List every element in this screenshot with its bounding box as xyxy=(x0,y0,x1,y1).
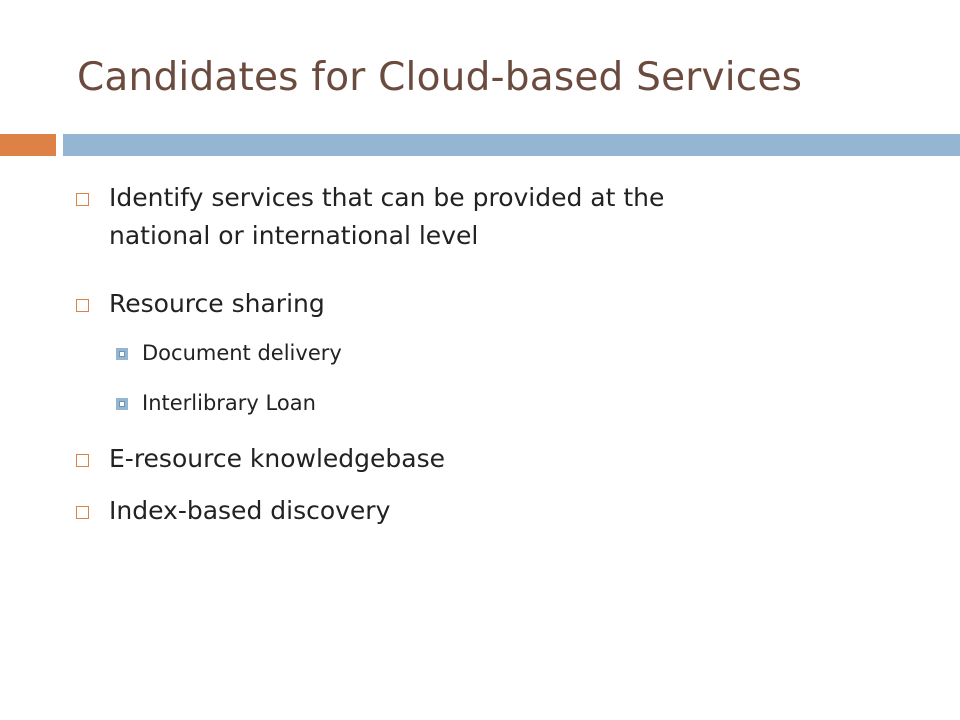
square-bullet-icon xyxy=(76,454,89,467)
bullet-text: Resource sharing xyxy=(109,289,325,318)
bullet-text: Index-based discovery xyxy=(109,496,391,525)
title-rule-accent xyxy=(0,134,56,156)
bullet-text: E-resource knowledgebase xyxy=(109,444,445,473)
square-bullet-icon xyxy=(76,506,89,519)
sub-bullet-text: Document delivery xyxy=(142,341,342,365)
boxed-square-bullet-icon xyxy=(116,348,128,360)
bullet-text-continued: national or international level xyxy=(109,221,479,250)
square-bullet-icon xyxy=(76,299,89,312)
slide-title: Candidates for Cloud-based Services xyxy=(77,55,803,100)
boxed-square-bullet-icon xyxy=(116,398,128,410)
sub-bullet-text: Interlibrary Loan xyxy=(142,391,316,415)
square-bullet-icon xyxy=(76,193,89,206)
bullet-text: Identify services that can be provided at the xyxy=(109,183,665,212)
title-rule-bar xyxy=(63,134,960,156)
